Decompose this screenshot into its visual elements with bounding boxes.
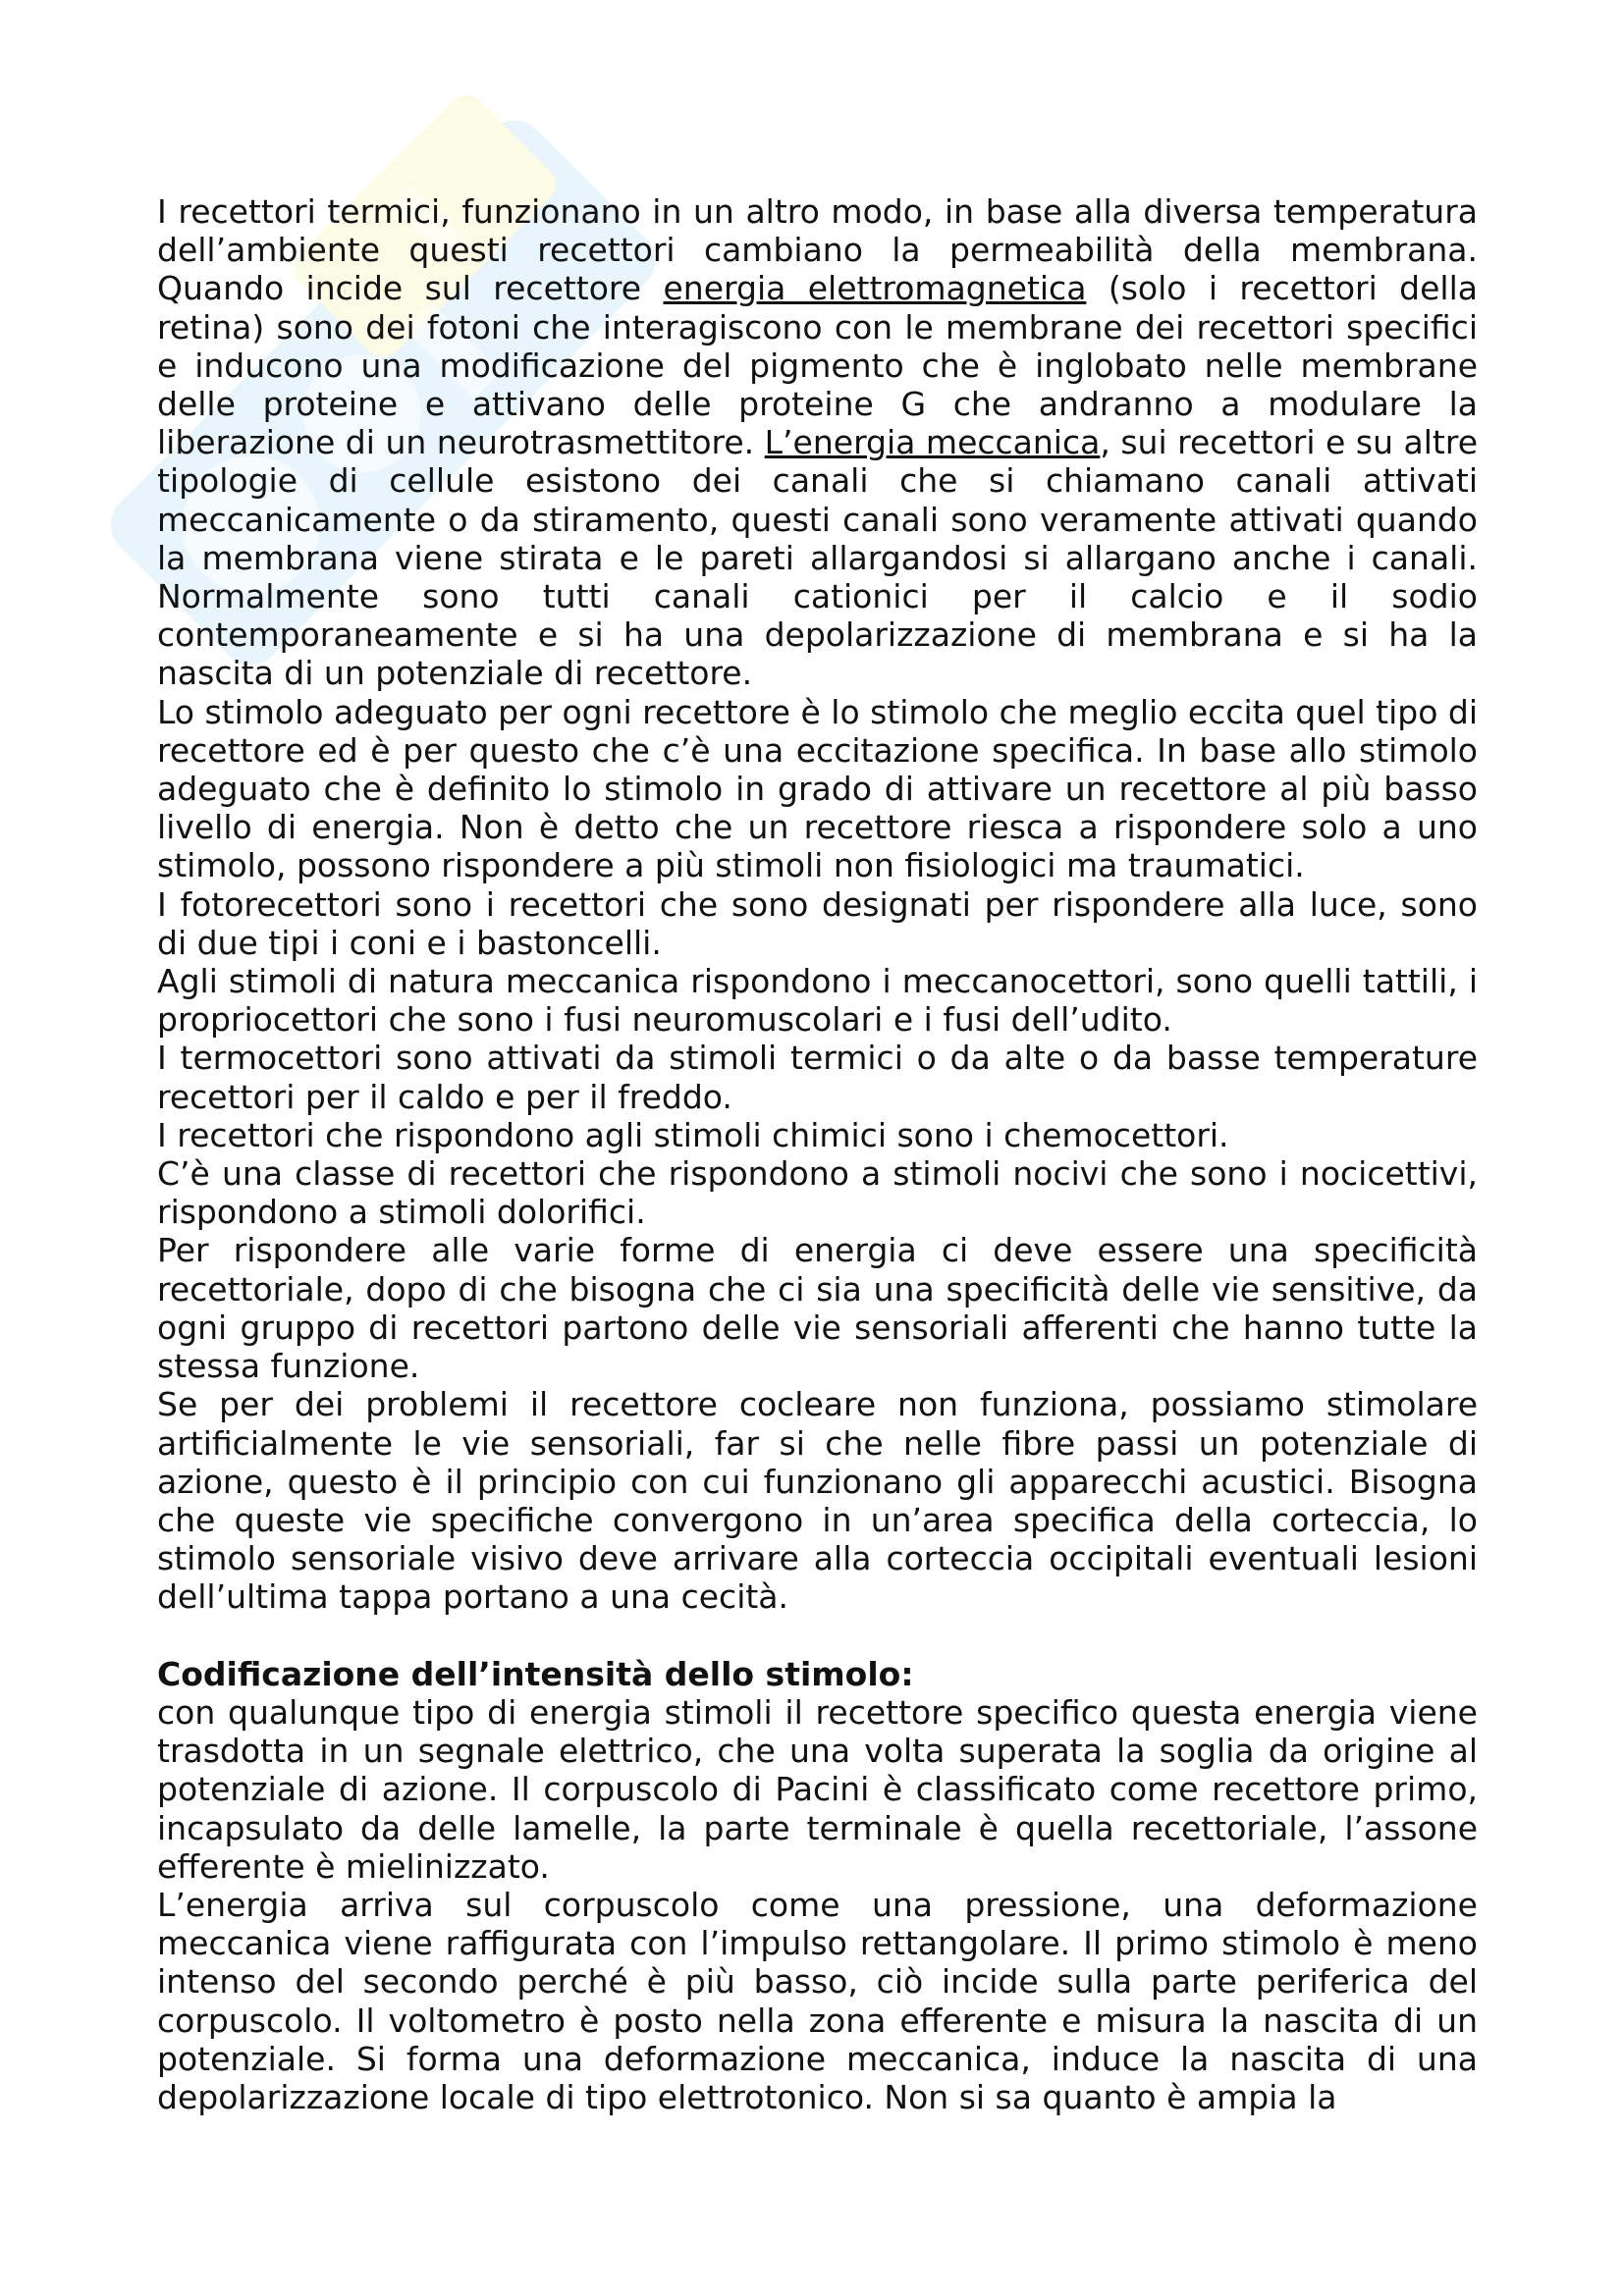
- paragraph-photoreceptors: I fotorecettori sono i recettori che sono designati per rispondere alla luce, sono di due tipi i coni e i bastoncelli.: [157, 884, 1478, 962]
- blank-line: [157, 1617, 1478, 1655]
- underlined-term-mechanical: L’energia meccanica: [764, 423, 1101, 462]
- paragraph-nociceptors: C’è una classe di recettori che rispondono a stimoli nocivi che sono i nocicettivi, rispondono a stimoli dolorifici.: [157, 1154, 1478, 1232]
- paragraph-text: I recettori termici, funzionano in un altro modo, in base alla diversa temperatura dell’ambiente questi recettori cambiano la permeabilità della membrana. Quando incide sul recettore: [157, 192, 1478, 308]
- paragraph-text: (solo i recettori della retina) sono dei fotoni che interagiscono con le membrane dei recettori specifici e inducono una modificazione del pigmento che è inglobato nelle membrane delle proteine e attivano delle proteine G che andranno a modulare la liberazione di un neurotrasmettitore.: [157, 269, 1478, 462]
- paragraph-intensity-coding: con qualunque tipo di energia stimoli il recettore specifico questa energia viene trasdotta in un segnale elettrico, che una volta superata la soglia da origine al potenziale di azione. Il corpuscolo di Pacini è classificato come recettore primo, incapsulato da delle lamelle, la parte terminale è quella recettoriale, l’assone efferente è mielinizzato.: [157, 1692, 1478, 1886]
- paragraph-mechanoreceptors: Agli stimoli di natura meccanica rispondono i meccanocettori, sono quelli tattili, i propriocettori che sono i fusi neuromuscolari e i fusi dell’udito.: [157, 962, 1478, 1040]
- section-heading: Codificazione dell’intensità dello stimolo:: [157, 1654, 914, 1693]
- paragraph-cochlear: Se per dei problemi il recettore cocleare non funziona, possiamo stimolare artificialmente le vie sensoriali, far si che nelle fibre passi un potenziale di azione, questo è il principio con cui funzionano gli apparecchi acustici. Bisogna che queste vie specifiche convergono in un’area specifica della corteccia, lo stimolo sensoriale visivo deve arrivare alla corteccia occipitali eventuali lesioni dell’ultima tappa portano a una cecità.: [157, 1385, 1478, 1617]
- paragraph-specificity: Per rispondere alle varie forme di energia ci deve essere una specificità recettoriale, dopo di che bisogna che ci sia una specificità delle vie sensitive, da ogni gruppo di recettori partono delle vie sensoriali afferenti che hanno tutte la stessa funzione.: [157, 1231, 1478, 1386]
- paragraph-adequate-stimulus: Lo stimolo adeguato per ogni recettore è lo stimolo che meglio eccita quel tipo di recettore ed è per questo che c’è una eccitazione specifica. In base allo stimolo adeguato che è definito lo stimolo in grado di attivare un recettore al più basso livello di energia. Non è detto che un recettore riesca a rispondere solo a uno stimolo, possono rispondere a più stimoli non fisiologici ma traumatici.: [157, 692, 1478, 885]
- paragraph-chemoreceptors: I recettori che rispondono agli stimoli chimici sono i chemocettori.: [157, 1115, 1229, 1154]
- paragraph-thermal-receptors: [157, 192, 1478, 693]
- underlined-term-electromagnetic: energia elettromagnetica: [663, 269, 1087, 308]
- paragraph-text: , sui recettori e su altre tipologie di cellule esistono dei canali che si chiamano canali attivati meccanicamente o da stiramento, questi canali sono veramente attivati quando la membrana viene stirata e le pareti allargandosi si allargano anche i canali. Normalmente sono tutti canali cationici per il calcio e il sodio contemporaneamente e si ha una depolarizzazione di membrana e si ha la nascita di un potenziale di recettore.: [157, 423, 1478, 693]
- document-body: [157, 192, 1478, 2116]
- paragraph-pacini: L’energia arriva sul corpuscolo come una pressione, una deformazione meccanica viene raffigurata con l’impulso rettangolare. Il primo stimolo è meno intenso del secondo perché è più basso, ciò incide sulla parte periferica del corpuscolo. Il voltometro è posto nella zona efferente e misura la nascita di un potenziale. Si forma una deformazione meccanica, induce la nascita di una depolarizzazione locale di tipo elettrotonico. Non si sa quanto è ampia la: [157, 1885, 1478, 2116]
- paragraph-thermoreceptors: I termocettori sono attivati da stimoli termici o da alte o da basse temperature recettori per il caldo e per il freddo.: [157, 1039, 1478, 1116]
